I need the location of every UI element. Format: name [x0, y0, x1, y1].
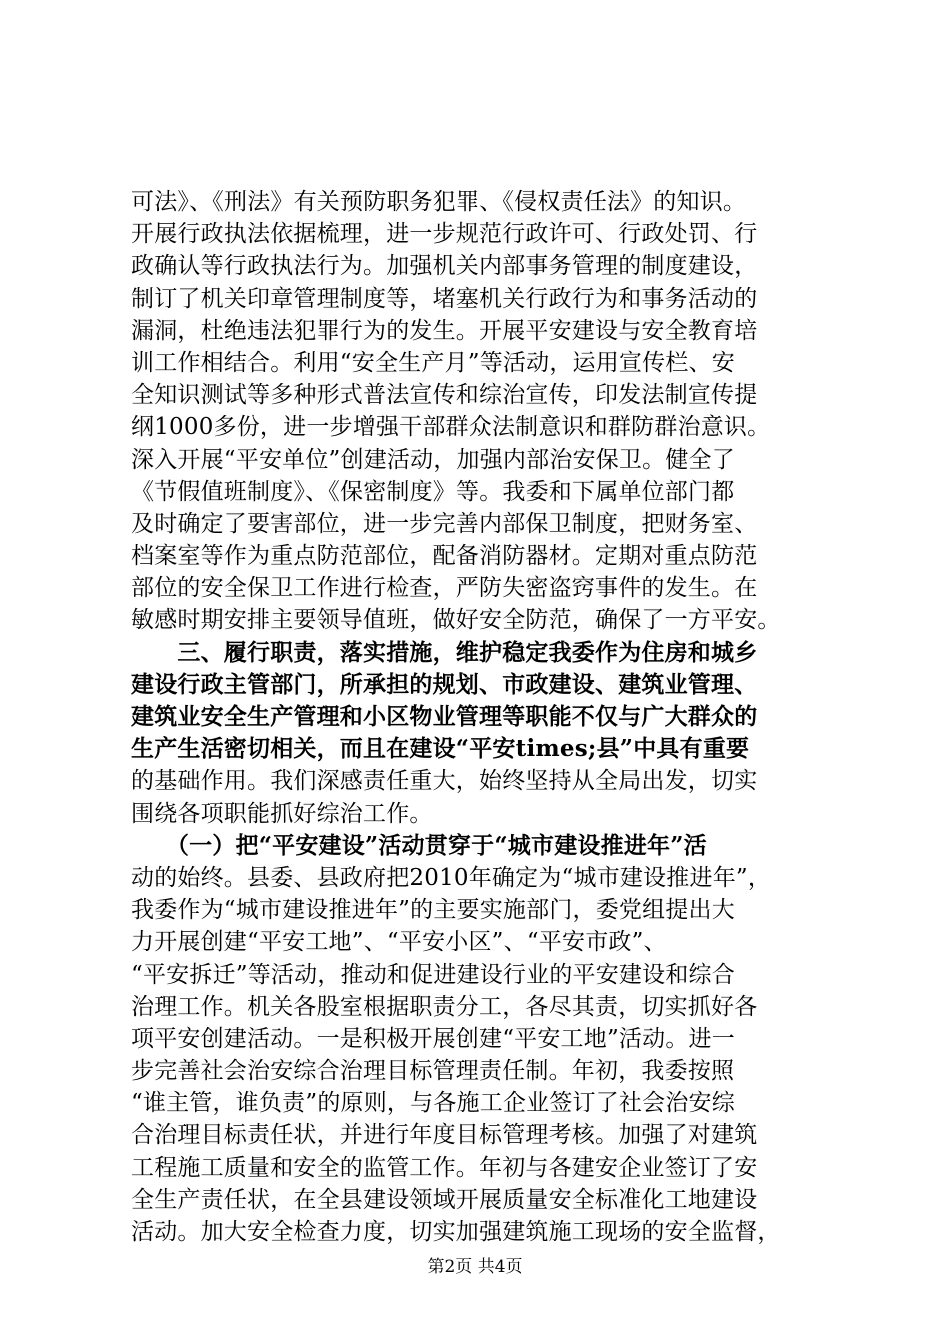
text-line: 档案室等作为重点防范部位，配备消防器材。定期对重点防范: [131, 543, 758, 570]
text-line: 及时确定了要害部位，进一步完善内部保卫制度，把财务室、: [131, 510, 758, 537]
text-line: 活动。加大安全检查力度，切实加强建筑施工现场的安全监督，: [131, 1219, 781, 1245]
text-line: 治理工作。机关各股室根据职责分工，各尽其责，切实抓好各: [131, 993, 758, 1020]
text-line: 制订了机关印章管理制度等，堵塞机关行政行为和事务活动的: [131, 285, 758, 312]
text-line: 可法》、《刑法》有关预防职务犯罪、《侵权责任法》的知识。: [131, 189, 747, 215]
text-line: 我委作为“城市建设推进年”的主要实施部门，委党组提出大: [131, 897, 735, 924]
text-line: 漏洞，杜绝违法犯罪行为的发生。开展平安建设与安全教育培: [131, 317, 758, 344]
text-line: 动的始终。县委、县政府把2010年确定为“城市建设推进年”，: [131, 864, 772, 891]
text-line: 敏感时期安排主要领导值班，做好安全防范，确保了一方平安。: [131, 607, 781, 634]
text-line: 开展行政执法依据梳理，进一步规范行政许可、行政处罚、行: [131, 221, 758, 248]
text-line: “谁主管，谁负责”的原则，与各施工企业签订了社会治安综: [131, 1090, 735, 1117]
text-line: 深入开展“平安单位”创建活动，加强内部治安保卫。健全了: [131, 446, 735, 473]
text-line: 工程施工质量和安全的监管工作。年初与各建安企业签订了安: [131, 1154, 758, 1181]
text-line: 合治理目标责任状，并进行年度目标管理考核。加强了对建筑: [131, 1122, 758, 1149]
text-line: 政确认等行政执法行为。加强机关内部事务管理的制度建设，: [131, 253, 758, 280]
text-line: “平安拆迁”等活动，推动和促进建设行业的平安建设和综合: [131, 961, 735, 988]
text-line: 全知识测试等多种形式普法宣传和综治宣传，印发法制宣传提: [131, 382, 758, 409]
text-line: 项平安创建活动。一是积极开展创建“平安工地”活动。进一: [131, 1025, 735, 1052]
text-line: 的基础作用。我们深感责任重大，始终坚持从全局出发，切实: [131, 768, 758, 795]
text-line: 《节假值班制度》、《保密制度》等。我委和下属单位部门都: [131, 478, 735, 505]
text-line: 全生产责任状，在全县建设领域开展质量安全标准化工地建设: [131, 1186, 758, 1213]
text-line: 建筑业安全生产管理和小区物业管理等职能不仅与广大群众的: [131, 703, 758, 730]
text-line: 建设行政主管部门，所承担的规划、市政建设、建筑业管理、: [131, 670, 758, 698]
text-line: 步完善社会治安综合治理目标管理责任制。年初，我委按照: [131, 1058, 735, 1085]
page-footer: 第2页 共4页: [427, 1257, 523, 1277]
text-line: 部位的安全保卫工作进行检查，严防失密盗窍事件的发生。在: [131, 575, 758, 602]
text-line: 纲1000多份，进一步增强干部群众法制意识和群防群治意识。: [131, 414, 771, 441]
text-line: 围绕各项职能抓好综治工作。: [131, 800, 433, 827]
text-line: 三、履行职责，落实措施，维护稳定我委作为住房和城乡: [131, 638, 758, 666]
text-line: 生产生活密切相关，而且在建设“平安times;县”中具有重要: [131, 735, 750, 763]
body-text: [131, 186, 831, 1248]
text-line: 力开展创建“平安工地”、“平安小区”、“平安市政”、: [131, 929, 667, 956]
text-line: 训工作相结合。利用“安全生产月”等活动，运用宣传栏、安: [131, 349, 735, 376]
text-line: （一）把“平安建设”活动贯穿于“城市建设推进年”活: [131, 831, 707, 859]
